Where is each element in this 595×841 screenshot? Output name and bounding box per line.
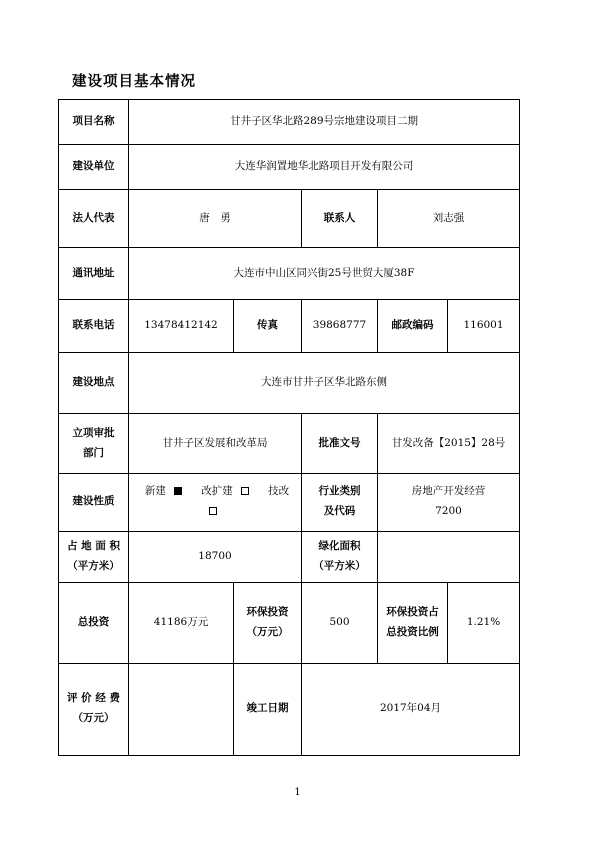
green-area-value (378, 531, 520, 582)
section-title: 建设项目基本情况 (72, 74, 196, 90)
nature-option-expansion: 改扩建 (197, 485, 253, 497)
construction-unit-label: 建设单位 (59, 144, 129, 190)
location-label: 建设地点 (59, 353, 129, 414)
address-value: 大连市中山区同兴街25号世贸大厦38F (129, 248, 520, 300)
env-investment-label-line2: （万元） (246, 625, 289, 638)
table-row (59, 300, 520, 353)
nature-option-renovation: 技改 (205, 485, 293, 517)
land-area-label (59, 531, 129, 582)
checked-box-icon (174, 487, 182, 495)
land-area-label-line1: 占 地 面 积 (67, 539, 120, 552)
table-row (59, 248, 520, 300)
postcode-value: 116001 (448, 300, 520, 353)
construction-nature-label: 建设性质 (59, 473, 129, 531)
project-name-label: 项目名称 (59, 100, 129, 145)
env-ratio-label (378, 582, 448, 663)
legal-representative-label: 法人代表 (59, 190, 129, 248)
env-investment-label-line1: 环保投资 (246, 605, 289, 618)
table-row (59, 144, 520, 190)
table-row (59, 353, 520, 414)
env-ratio-label-line1: 环保投资占 (386, 605, 439, 618)
unchecked-box-icon (209, 507, 217, 515)
location-value: 大连市甘井子区华北路东侧 (129, 353, 520, 414)
evaluation-fee-value (129, 663, 234, 755)
contact-person-label: 联系人 (302, 190, 378, 248)
env-investment-value: 500 (302, 582, 378, 663)
table-row (59, 100, 520, 145)
approval-doc-value: 甘发改备【2015】28号 (378, 414, 520, 473)
approval-dept-value: 甘井子区发展和改革局 (129, 414, 302, 473)
industry-label (302, 473, 378, 531)
contact-person-value: 刘志强 (378, 190, 520, 248)
approval-dept-label-line2: 部门 (83, 446, 104, 459)
legal-representative-value: 唐 勇 (129, 190, 302, 248)
phone-label: 联系电话 (59, 300, 129, 353)
construction-nature-options (129, 473, 302, 531)
industry-value (378, 473, 520, 531)
green-area-label-line2: （平方米） (313, 559, 366, 572)
evaluation-fee-label-line2: （万元） (72, 712, 115, 725)
approval-dept-label (59, 414, 129, 473)
fax-label: 传真 (234, 300, 302, 353)
approval-doc-label: 批准文号 (302, 414, 378, 473)
approval-dept-label-line1: 立项审批 (72, 426, 115, 439)
evaluation-fee-label-line1: 评 价 经 费 (67, 692, 120, 705)
evaluation-fee-label (59, 663, 129, 755)
completion-date-value: 2017年04月 (302, 663, 520, 755)
env-investment-label (234, 582, 302, 663)
completion-date-label: 竣工日期 (234, 663, 302, 755)
industry-value-line1: 房地产开发经营 (411, 485, 486, 498)
total-investment-value: 41186万元 (129, 582, 234, 663)
green-area-label-line1: 绿化面积 (318, 539, 361, 552)
table-row (59, 531, 520, 582)
table-row (59, 190, 520, 248)
land-area-value: 18700 (129, 531, 302, 582)
construction-unit-value: 大连华润置地华北路项目开发有限公司 (129, 144, 520, 190)
industry-label-line2: 及代码 (323, 505, 356, 518)
project-name-value: 甘井子区华北路289号宗地建设项目二期 (129, 100, 520, 145)
nature-option-new: 新建 (141, 485, 186, 497)
env-ratio-value: 1.21% (448, 582, 520, 663)
project-info-table (58, 99, 520, 756)
unchecked-box-icon (241, 487, 249, 495)
land-area-label-line2: （平方米） (67, 559, 120, 572)
postcode-label: 邮政编码 (378, 300, 448, 353)
phone-value: 13478412142 (129, 300, 234, 353)
page-number: 1 (294, 787, 301, 798)
table-row (59, 582, 520, 663)
industry-value-line2: 7200 (435, 505, 462, 518)
total-investment-label: 总投资 (59, 582, 129, 663)
green-area-label (302, 531, 378, 582)
env-ratio-label-line2: 总投资比例 (386, 625, 439, 638)
address-label: 通讯地址 (59, 248, 129, 300)
industry-label-line1: 行业类别 (318, 485, 361, 498)
table-row (59, 663, 520, 755)
table-row (59, 473, 520, 531)
table-row (59, 414, 520, 473)
fax-value: 39868777 (302, 300, 378, 353)
